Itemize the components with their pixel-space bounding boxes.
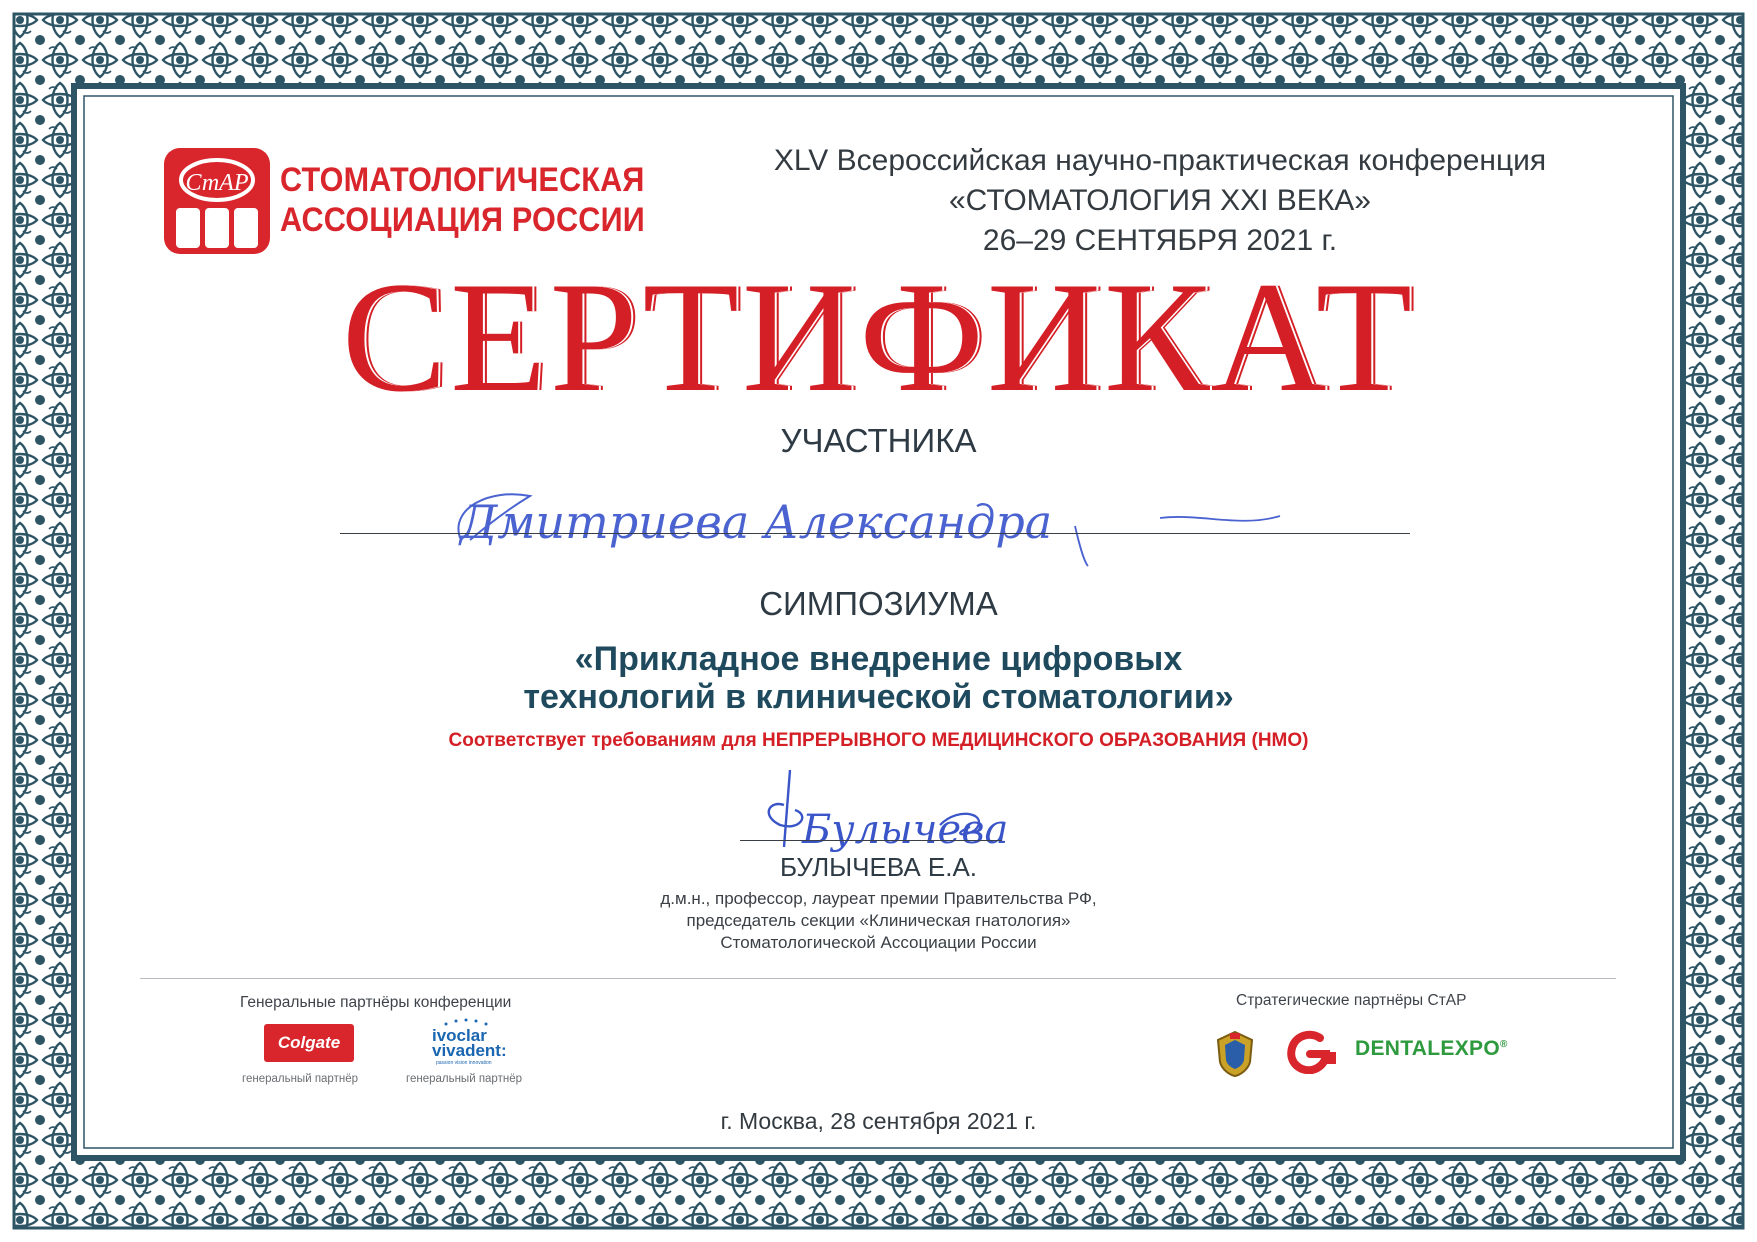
- ivoclar-logo: [432, 1018, 512, 1066]
- participant-name-signature: [340, 468, 1420, 568]
- certificate-title: СЕРТИФИКАТ: [341, 250, 1416, 425]
- signer-signature-text: Булычева: [802, 807, 1009, 853]
- ivoclar-line1: ivoclar: [432, 1026, 487, 1045]
- dentalexpo-mark: ®: [1499, 1039, 1508, 1050]
- conference-dates: 26–29 СЕНТЯБРЯ 2021 г.: [982, 224, 1338, 257]
- colgate-logo: Colgate: [264, 1024, 354, 1062]
- general-partners-label: Генеральные партнёры конференции: [240, 994, 512, 1011]
- ivoclar-tagline: passion vision innovation: [436, 1060, 492, 1066]
- star-logo-icon: [162, 146, 272, 256]
- g-logo-icon: [1286, 1030, 1338, 1074]
- participant-name-text: Дмитриева Александра: [460, 495, 1053, 549]
- association-name-line2: АССОЦИАЦИЯ РОССИИ: [280, 201, 645, 239]
- signer-info-line1: д.м.н., профессор, лауреат премии Правительства РФ,: [660, 889, 1097, 908]
- association-name-line1: СТОМАТОЛОГИЧЕСКАЯ: [280, 161, 645, 199]
- participant-line: [340, 533, 1410, 534]
- ivoclar-line2: vivadent:: [432, 1041, 507, 1060]
- certificate-subtitle: УЧАСТНИКА: [780, 422, 977, 459]
- topic-line2: технологий в клинической стоматологии»: [523, 678, 1234, 716]
- dentalexpo-logo: [1355, 1037, 1508, 1061]
- nmo-note: [0, 730, 1757, 752]
- signature-line: [740, 840, 1002, 841]
- association-name: [280, 160, 645, 240]
- place-date: г. Москва, 28 сентября 2021 г.: [720, 1108, 1037, 1134]
- colgate-caption: генеральный партнёр: [242, 1073, 358, 1085]
- conference-title: «СТОМАТОЛОГИЯ XXI ВЕКА»: [948, 184, 1371, 217]
- signer-name: БУЛЫЧЕВА Е.А.: [779, 852, 978, 882]
- signer-info-line2: председатель секции «Клиническая гнатология»: [686, 911, 1071, 930]
- ivoclar-caption: генеральный партнёр: [406, 1073, 522, 1085]
- dentalexpo-name: DENTALEXPO: [1355, 1037, 1500, 1060]
- topic-line1: «Прикладное внедрение цифровых: [574, 640, 1183, 678]
- footer-divider: [140, 978, 1616, 979]
- strategic-partners-label: Стратегические партнёры СтАР: [1236, 992, 1467, 1009]
- conference-line1: XLV Всероссийская научно-практическая конференция: [773, 144, 1547, 177]
- logo-letters: СтАР: [185, 170, 249, 196]
- nmo-prefix: Соответствует требованиям для: [448, 730, 762, 751]
- emblem-icon: [1214, 1030, 1256, 1078]
- nmo-emphasis: НЕПРЕРЫВНОГО МЕДИЦИНСКОГО ОБРАЗОВАНИЯ (НМО): [762, 730, 1309, 751]
- event-type: СИМПОЗИУМА: [759, 585, 998, 622]
- signer-info-line3: Стоматологической Ассоциации России: [720, 933, 1037, 952]
